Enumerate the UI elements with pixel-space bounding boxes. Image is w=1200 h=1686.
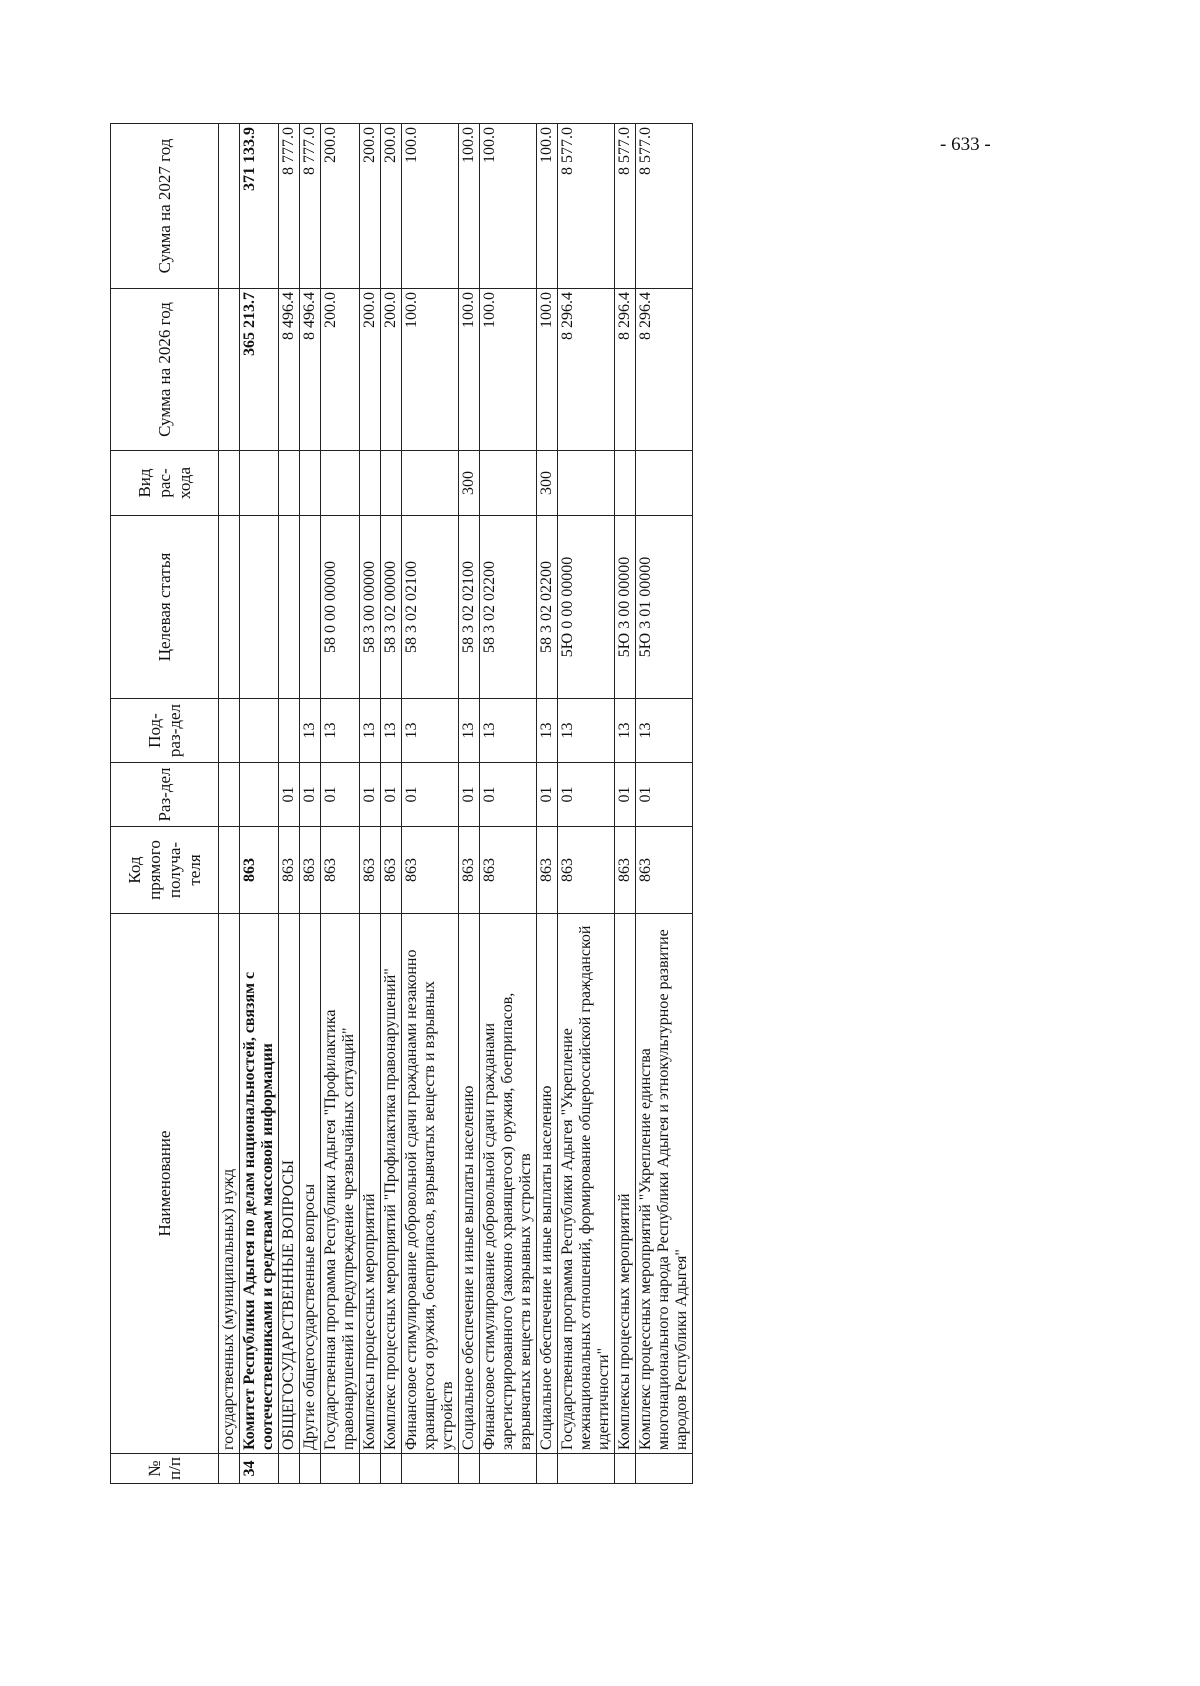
table-row (321, 124, 360, 1484)
table-row (480, 124, 537, 1484)
row-section: 01 (459, 763, 480, 827)
row-sum-2026: 200.0 (360, 289, 381, 451)
header-sum-2026: Сумма на 2026 год (111, 289, 219, 451)
row-number (636, 1454, 693, 1484)
row-number (219, 1454, 240, 1484)
row-sum-2026: 8 296.4 (615, 289, 636, 451)
row-expense (321, 451, 360, 516)
row-sum-2026: 365 213.7 (240, 289, 279, 451)
row-name: ОБЩЕГОСУДАРСТВЕННЫЕ ВОПРОСЫ (279, 914, 300, 1454)
row-sum-2027: 200.0 (381, 124, 402, 289)
row-name: Комплекс процессных мероприятий "Профилактика правонарушений" (381, 914, 402, 1454)
table-row (615, 124, 636, 1484)
row-code: 863 (459, 827, 480, 914)
row-expense: 300 (459, 451, 480, 516)
row-code: 863 (480, 827, 537, 914)
row-sum-2027: 200.0 (360, 124, 381, 289)
row-section (240, 763, 279, 827)
row-subsection: 13 (300, 699, 321, 763)
row-code: 863 (360, 827, 381, 914)
row-number (459, 1454, 480, 1484)
header-name: Наименование (111, 914, 219, 1454)
row-name: Комплексы процессных мероприятий (360, 914, 381, 1454)
header-num: № п/п (111, 1454, 219, 1484)
row-name: государственных (муниципальных) нужд (219, 914, 240, 1454)
row-sum-2027 (219, 124, 240, 289)
rotated-page (110, 124, 1000, 1484)
row-code: 863 (321, 827, 360, 914)
row-section: 01 (558, 763, 615, 827)
row-expense (360, 451, 381, 516)
table-row (459, 124, 480, 1484)
row-section: 01 (381, 763, 402, 827)
row-sum-2026: 200.0 (321, 289, 360, 451)
row-subsection (240, 699, 279, 763)
row-target (279, 516, 300, 699)
row-target: 58 3 02 02200 (480, 516, 537, 699)
row-code: 863 (558, 827, 615, 914)
table-row (240, 124, 279, 1484)
header-section: Раз-дел (111, 763, 219, 827)
row-code: 863 (402, 827, 459, 914)
row-name: Социальное обеспечение и иные выплаты населению (537, 914, 558, 1454)
row-subsection: 13 (321, 699, 360, 763)
row-section: 01 (636, 763, 693, 827)
row-expense (402, 451, 459, 516)
table-row (219, 124, 240, 1484)
row-code: 863 (279, 827, 300, 914)
row-subsection: 13 (615, 699, 636, 763)
row-number (615, 1454, 636, 1484)
row-sum-2027: 100.0 (480, 124, 537, 289)
row-sum-2027: 100.0 (537, 124, 558, 289)
row-sum-2027: 8 777.0 (279, 124, 300, 289)
row-section (219, 763, 240, 827)
table-row (279, 124, 300, 1484)
row-subsection: 13 (381, 699, 402, 763)
row-sum-2026: 100.0 (537, 289, 558, 451)
table-row (360, 124, 381, 1484)
row-sum-2026 (219, 289, 240, 451)
header-subsection: Под-раз-дел (111, 699, 219, 763)
row-number (480, 1454, 537, 1484)
row-expense (300, 451, 321, 516)
budget-table (110, 123, 693, 1484)
row-target (219, 516, 240, 699)
row-subsection: 13 (360, 699, 381, 763)
row-target: 58 3 00 00000 (360, 516, 381, 699)
header-target: Целевая статья (111, 516, 219, 699)
row-target: 58 3 02 02200 (537, 516, 558, 699)
row-subsection: 13 (537, 699, 558, 763)
row-section: 01 (402, 763, 459, 827)
row-target (240, 516, 279, 699)
row-name: Другие общегосударственные вопросы (300, 914, 321, 1454)
row-sum-2026: 100.0 (459, 289, 480, 451)
row-section: 01 (279, 763, 300, 827)
row-target: 5Ю 0 00 00000 (558, 516, 615, 699)
header-sum-2027: Сумма на 2027 год (111, 124, 219, 289)
row-expense (558, 451, 615, 516)
row-code: 863 (381, 827, 402, 914)
row-number (381, 1454, 402, 1484)
row-section: 01 (480, 763, 537, 827)
header-code: Код прямого получа-теля (111, 827, 219, 914)
row-number (321, 1454, 360, 1484)
row-subsection: 13 (402, 699, 459, 763)
row-sum-2026: 100.0 (402, 289, 459, 451)
row-name: Комплекс процессных мероприятий "Укрепление единства многонационального народа Республики Адыгея и этнокультурное развитие народов Республики Адыгея" (636, 914, 693, 1454)
row-target: 58 3 02 00000 (381, 516, 402, 699)
row-number (300, 1454, 321, 1484)
row-sum-2027: 100.0 (459, 124, 480, 289)
row-sum-2027: 371 133.9 (240, 124, 279, 289)
header-row (111, 124, 219, 1484)
row-target (300, 516, 321, 699)
row-expense (279, 451, 300, 516)
row-target: 5Ю 3 00 00000 (615, 516, 636, 699)
header-expense: Вид рас-хода (111, 451, 219, 516)
table-row (300, 124, 321, 1484)
row-subsection: 13 (480, 699, 537, 763)
row-subsection: 13 (459, 699, 480, 763)
row-sum-2027: 8 777.0 (300, 124, 321, 289)
row-sum-2027: 8 577.0 (615, 124, 636, 289)
table-row (402, 124, 459, 1484)
row-section: 01 (300, 763, 321, 827)
table-row (381, 124, 402, 1484)
row-code: 863 (636, 827, 693, 914)
table-body (219, 124, 693, 1484)
row-code (219, 827, 240, 914)
row-target: 58 3 02 02100 (459, 516, 480, 699)
row-target: 58 3 02 02100 (402, 516, 459, 699)
page-number: - 633 - (940, 134, 991, 155)
row-name: Государственная программа Республики Адыгея "Профилактика правонарушений и предупреждение чрезвычайных ситуаций" (321, 914, 360, 1454)
row-expense (615, 451, 636, 516)
row-name: Социальное обеспечение и иные выплаты населению (459, 914, 480, 1454)
row-name: Государственная программа Республики Адыгея "Укрепление межнациональных отношений, формирование общероссийской гражданской идентичности" (558, 914, 615, 1454)
row-expense (219, 451, 240, 516)
row-target: 58 0 00 00000 (321, 516, 360, 699)
row-section: 01 (360, 763, 381, 827)
row-sum-2026: 200.0 (381, 289, 402, 451)
row-target: 5Ю 3 01 00000 (636, 516, 693, 699)
row-subsection: 13 (558, 699, 615, 763)
row-number: 34 (240, 1454, 279, 1484)
row-number (360, 1454, 381, 1484)
row-sum-2026: 8 496.4 (300, 289, 321, 451)
row-expense (480, 451, 537, 516)
table-row (537, 124, 558, 1484)
row-name: Комплексы процессных мероприятий (615, 914, 636, 1454)
row-code: 863 (240, 827, 279, 914)
row-code: 863 (615, 827, 636, 914)
table-row (636, 124, 693, 1484)
row-section: 01 (321, 763, 360, 827)
row-sum-2026: 8 496.4 (279, 289, 300, 451)
row-sum-2027: 100.0 (402, 124, 459, 289)
row-code: 863 (537, 827, 558, 914)
row-sum-2026: 8 296.4 (558, 289, 615, 451)
row-number (402, 1454, 459, 1484)
row-expense: 300 (537, 451, 558, 516)
row-section: 01 (615, 763, 636, 827)
row-name: Комитет Республики Адыгея по делам национальностей, связям с соотечественниками и средствам массовой информации (240, 914, 279, 1454)
table-row (558, 124, 615, 1484)
row-expense (240, 451, 279, 516)
row-name: Финансовое стимулирование добровольной сдачи гражданами незаконно хранящегося оружия, боеприпасов, взрывчатых веществ и взрывных устройств (402, 914, 459, 1454)
row-subsection (219, 699, 240, 763)
row-number (558, 1454, 615, 1484)
row-code: 863 (300, 827, 321, 914)
row-sum-2026: 8 296.4 (636, 289, 693, 451)
row-sum-2027: 8 577.0 (558, 124, 615, 289)
row-number (279, 1454, 300, 1484)
row-expense (636, 451, 693, 516)
row-sum-2027: 200.0 (321, 124, 360, 289)
row-subsection: 13 (636, 699, 693, 763)
row-expense (381, 451, 402, 516)
row-sum-2026: 100.0 (480, 289, 537, 451)
row-sum-2027: 8 577.0 (636, 124, 693, 289)
row-section: 01 (537, 763, 558, 827)
row-name: Финансовое стимулирование добровольной сдачи гражданами зарегистрированного (законно хранящегося) оружия, боеприпасов, взрывчатых веществ и взрывных устройств (480, 914, 537, 1454)
row-number (537, 1454, 558, 1484)
row-subsection (279, 699, 300, 763)
